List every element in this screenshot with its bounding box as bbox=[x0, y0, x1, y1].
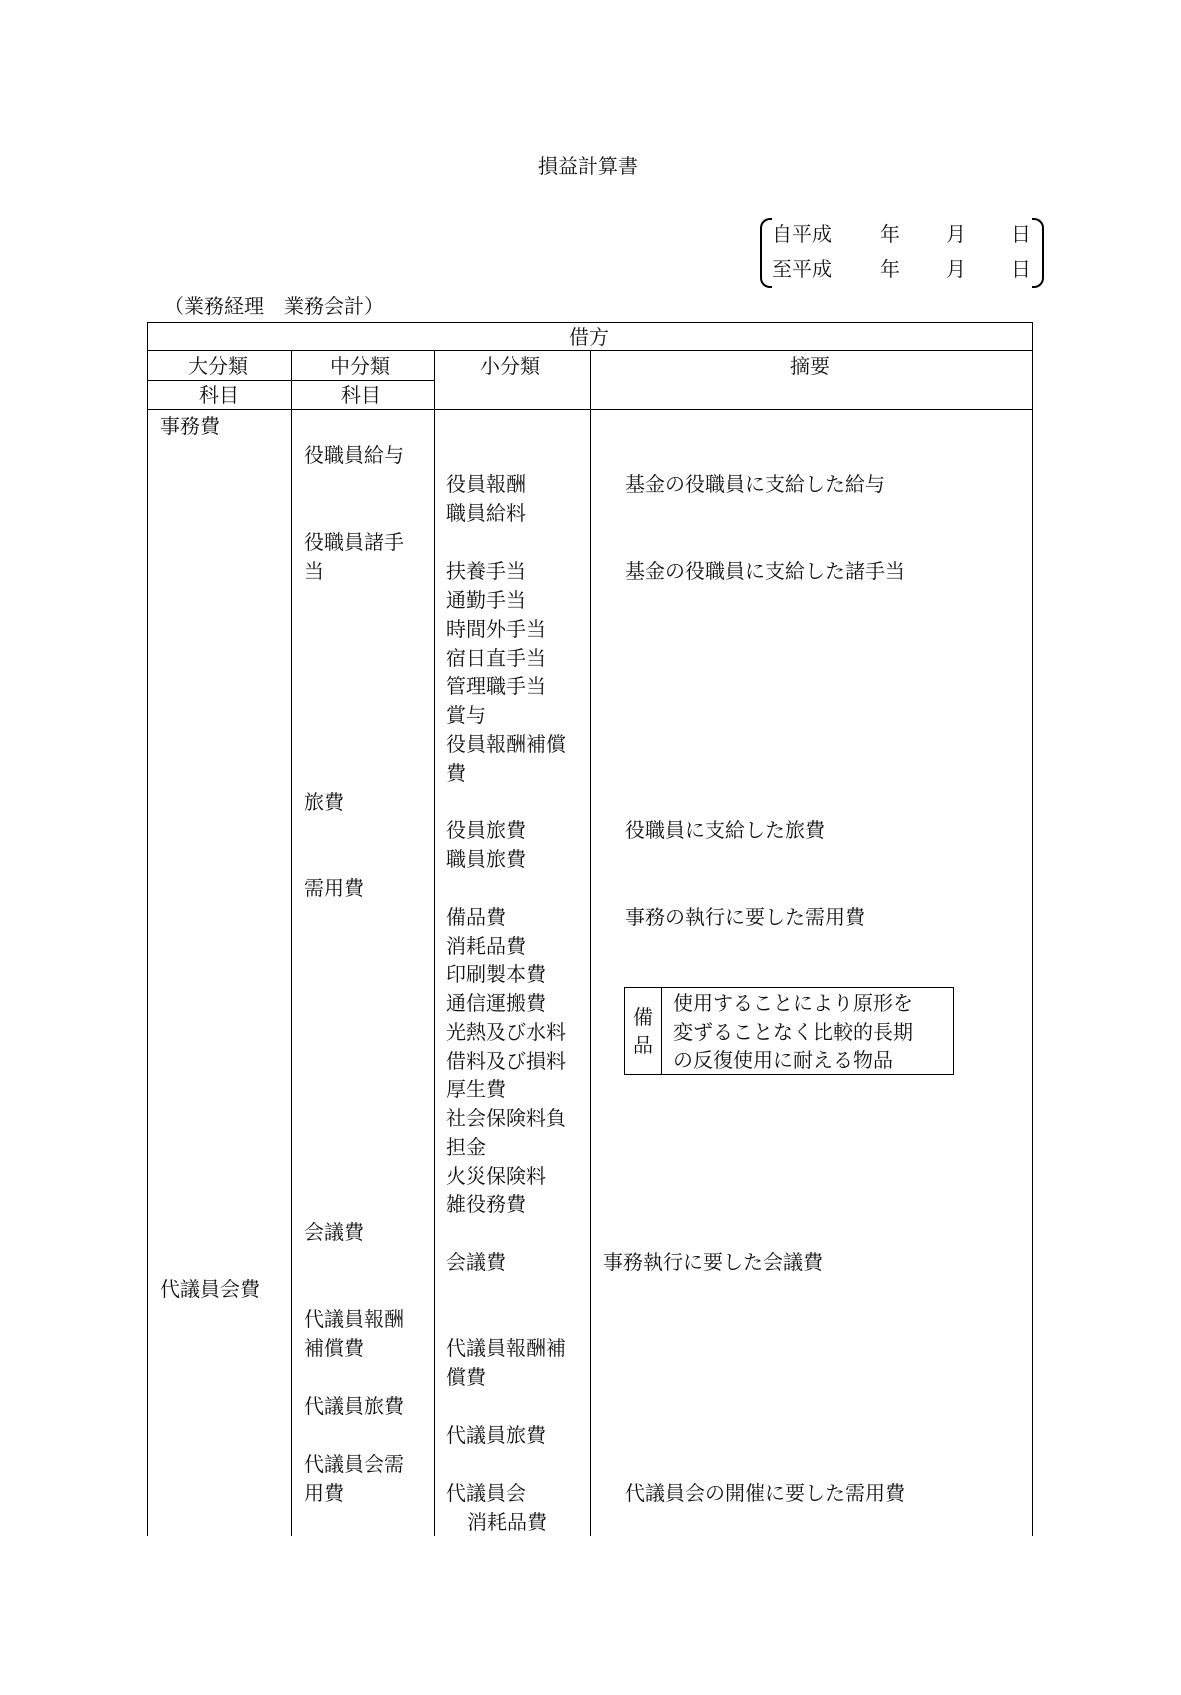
left-bracket bbox=[760, 218, 772, 288]
minor-item: 職員給料 bbox=[446, 501, 526, 525]
period-to-month: 月 bbox=[946, 257, 966, 281]
middle-item: 代議員旅費 bbox=[304, 1394, 404, 1418]
page-title: 損益計算書 bbox=[538, 154, 638, 178]
summary-item: 役職員に支給した旅費 bbox=[625, 818, 825, 842]
minor-item: 消耗品費 bbox=[446, 934, 526, 958]
minor-item: 雑役務費 bbox=[446, 1192, 526, 1216]
minor-item: 役員旅費 bbox=[446, 818, 526, 842]
header-minor: 小分類 bbox=[480, 354, 540, 378]
header-summary: 摘要 bbox=[790, 354, 830, 378]
period-to-label: 至平成 bbox=[772, 257, 832, 281]
note-box bbox=[624, 987, 954, 1075]
minor-item: 会議費 bbox=[446, 1250, 506, 1274]
minor-item: 担金 bbox=[446, 1135, 486, 1159]
middle-item: 役職員諸手 bbox=[304, 530, 404, 554]
period-to-day: 日 bbox=[1011, 257, 1031, 281]
middle-item: 需用費 bbox=[304, 876, 364, 900]
summary-item: 事務執行に要した会議費 bbox=[603, 1250, 823, 1274]
minor-item: 消耗品費 bbox=[467, 1510, 547, 1534]
col-divider-2 bbox=[434, 350, 435, 1536]
minor-item: 火災保険料 bbox=[446, 1164, 546, 1188]
header-middle: 中分類 bbox=[330, 354, 390, 378]
minor-item: 役員報酬補償 bbox=[446, 732, 566, 756]
minor-item: 償費 bbox=[446, 1365, 486, 1389]
minor-item: 通信運搬費 bbox=[446, 991, 546, 1015]
summary-item: 事務の執行に要した需用費 bbox=[625, 905, 865, 929]
middle-item: 代議員報酬 bbox=[304, 1307, 404, 1331]
minor-item: 賞与 bbox=[446, 703, 486, 727]
table-left-border bbox=[147, 322, 148, 1536]
middle-item: 用費 bbox=[304, 1481, 344, 1505]
middle-item: 旅費 bbox=[304, 790, 344, 814]
minor-item: 役員報酬 bbox=[446, 472, 526, 496]
note-text: 使用することにより原形を bbox=[673, 991, 913, 1015]
period-from-year: 年 bbox=[880, 222, 900, 246]
summary-item: 基金の役職員に支給した諸手当 bbox=[625, 559, 905, 583]
minor-item: 印刷製本費 bbox=[446, 962, 546, 986]
subtitle: （業務経理 業務会計） bbox=[164, 294, 384, 318]
minor-item: 時間外手当 bbox=[446, 617, 546, 641]
summary-item: 代議員会の開催に要した需用費 bbox=[625, 1481, 905, 1505]
header-major-sub: 科目 bbox=[199, 383, 239, 407]
note-text: の反復使用に耐える物品 bbox=[673, 1048, 893, 1072]
middle-item: 当 bbox=[304, 559, 324, 583]
middle-item: 役職員給与 bbox=[304, 443, 404, 467]
minor-item: 代議員会 bbox=[446, 1481, 526, 1505]
right-bracket bbox=[1032, 218, 1044, 288]
table-right-border bbox=[1032, 322, 1033, 1536]
note-label: 備 bbox=[633, 1005, 653, 1029]
minor-item: 通勤手当 bbox=[446, 588, 526, 612]
summary-item: 基金の役職員に支給した給与 bbox=[625, 472, 885, 496]
middle-item: 代議員会需 bbox=[304, 1452, 404, 1476]
header-middle-sub: 科目 bbox=[341, 383, 381, 407]
minor-item: 光熱及び水料 bbox=[446, 1020, 566, 1044]
period-from-month: 月 bbox=[946, 222, 966, 246]
minor-item: 宿日直手当 bbox=[446, 646, 546, 670]
header-major: 大分類 bbox=[188, 354, 248, 378]
note-text: 変ずることなく比較的長期 bbox=[673, 1020, 913, 1044]
minor-item: 代議員報酬補 bbox=[446, 1336, 566, 1360]
note-label: 品 bbox=[633, 1033, 653, 1057]
col-divider-3 bbox=[590, 350, 591, 1536]
period-from-label: 自平成 bbox=[772, 222, 832, 246]
middle-item: 補償費 bbox=[304, 1336, 364, 1360]
minor-item: 職員旅費 bbox=[446, 847, 526, 871]
minor-item: 社会保険料負 bbox=[446, 1106, 566, 1130]
major-item: 代議員会費 bbox=[160, 1277, 260, 1301]
period-to-year: 年 bbox=[880, 257, 900, 281]
col-divider-1 bbox=[291, 350, 292, 1536]
minor-item: 代議員旅費 bbox=[446, 1423, 546, 1447]
period-from-day: 日 bbox=[1011, 222, 1031, 246]
minor-item: 費 bbox=[446, 761, 466, 785]
header-debit: 借方 bbox=[569, 325, 609, 349]
note-box-divider bbox=[661, 988, 662, 1074]
minor-item: 備品費 bbox=[446, 905, 506, 929]
middle-item: 会議費 bbox=[304, 1220, 364, 1244]
major-item: 事務費 bbox=[160, 414, 220, 438]
minor-item: 借料及び損料 bbox=[446, 1049, 566, 1073]
minor-item: 管理職手当 bbox=[446, 674, 546, 698]
minor-item: 厚生費 bbox=[446, 1077, 506, 1101]
minor-item: 扶養手当 bbox=[446, 559, 526, 583]
